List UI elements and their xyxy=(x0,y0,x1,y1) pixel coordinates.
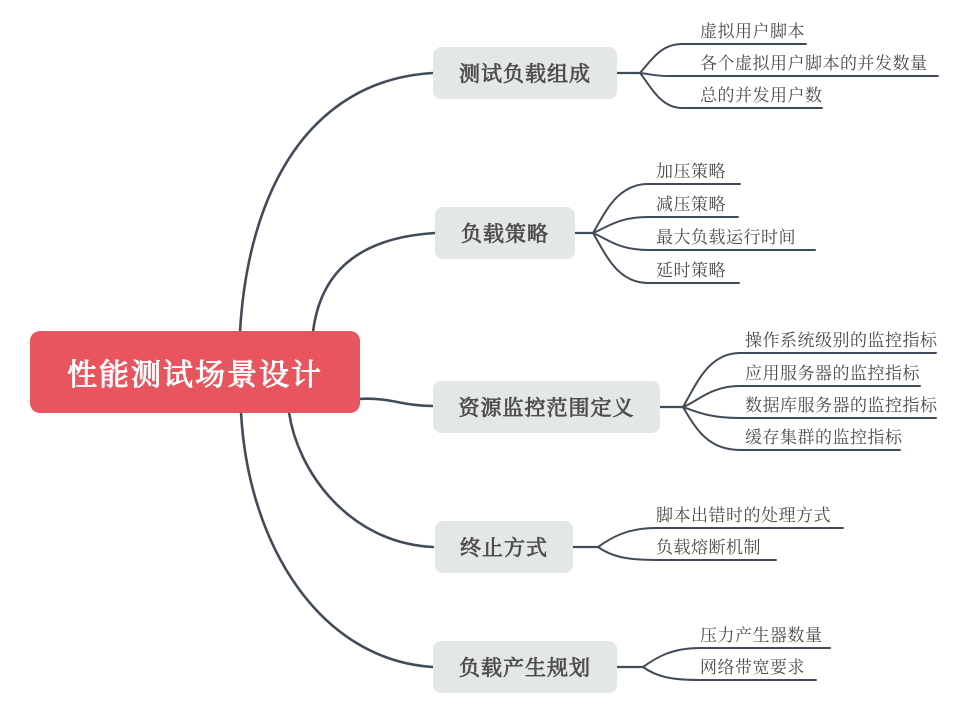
root-node-label: 性能测试场景设计 xyxy=(67,359,323,392)
branch-node-label: 负载策略 xyxy=(461,223,549,246)
connector-root-to-branch-2 xyxy=(358,399,433,406)
leaf-node-virtual-user-script[interactable]: 虚拟用户脚本 xyxy=(700,22,805,41)
connector-root-to-branch-4 xyxy=(241,412,433,667)
branch-node-label: 负载产生规划 xyxy=(459,657,591,680)
leaf-node-db-server-metrics[interactable]: 数据库服务器的监控指标 xyxy=(745,396,938,415)
leaf-node-os-level-metrics[interactable]: 操作系统级别的监控指标 xyxy=(745,331,938,350)
leaf-node-app-server-metrics[interactable]: 应用服务器的监控指标 xyxy=(745,364,920,383)
leaf-node-max-load-run-time[interactable]: 最大负载运行时间 xyxy=(656,228,796,247)
branch-node-label: 终止方式 xyxy=(460,537,548,560)
connector-root-to-branch-3 xyxy=(289,412,433,547)
leaf-node-concurrency-per-script[interactable]: 各个虚拟用户脚本的并发数量 xyxy=(700,54,928,73)
leaf-node-ramp-down-strategy[interactable]: 减压策略 xyxy=(656,195,726,214)
branch-node-load-strategy[interactable] xyxy=(435,207,575,259)
leaf-node-ramp-up-strategy[interactable]: 加压策略 xyxy=(656,162,726,181)
branch-node-load-generation-planning[interactable] xyxy=(433,641,617,693)
connector-root-to-branch-0 xyxy=(240,73,433,332)
leaf-node-network-bandwidth-requirement[interactable]: 网络带宽要求 xyxy=(700,658,805,677)
branch-node-resource-monitoring-scope[interactable] xyxy=(433,381,660,433)
root-node[interactable] xyxy=(30,331,360,413)
connector-root-to-branch-1 xyxy=(313,233,435,332)
leaf-node-total-concurrent-users[interactable]: 总的并发用户数 xyxy=(700,86,823,105)
branch-node-label: 测试负载组成 xyxy=(459,63,591,86)
leaf-node-script-error-handling[interactable]: 脚本出错时的处理方式 xyxy=(656,506,831,525)
leaf-node-delay-strategy[interactable]: 延时策略 xyxy=(656,261,726,280)
branch-node-termination-method[interactable] xyxy=(435,521,573,573)
leaf-node-load-circuit-breaker[interactable]: 负载熔断机制 xyxy=(656,538,761,557)
leaf-node-cache-cluster-metrics[interactable]: 缓存集群的监控指标 xyxy=(745,428,903,447)
leaf-node-load-generator-count[interactable]: 压力产生器数量 xyxy=(700,626,823,645)
branch-node-label: 资源监控范围定义 xyxy=(458,397,635,420)
branch-node-load-composition[interactable] xyxy=(433,47,617,99)
